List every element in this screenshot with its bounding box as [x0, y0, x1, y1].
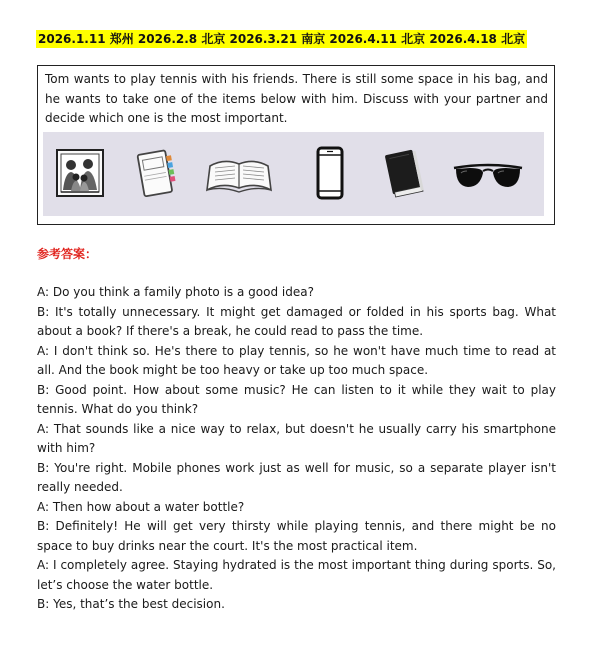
sunglasses-icon — [450, 146, 526, 202]
task-prompt: Tom wants to play tennis with his friends. There is still some space in his bag, and he wants to take one of the items below with him. Discuss with your partner and decide which one is the most important. — [45, 72, 548, 125]
items-strip — [43, 132, 544, 216]
dialogue — [37, 283, 556, 615]
notebook-icon — [131, 146, 183, 202]
dialogue-line: A: That sounds like a nice way to relax, but doesn't he usually carry his smartphone with him? — [37, 421, 556, 455]
dialogue-line: B: Definitely! He will get very thirsty while playing tennis, and there might be no space to buy drinks near the court. It's the most practical item. — [37, 519, 556, 553]
family-photo-icon — [54, 146, 106, 202]
dialogue-line: A: I don't think so. He's there to play tennis, so he won't have much time to read at all. And the book might be too heavy or take up too much space. — [37, 343, 556, 377]
dialogue-line: A: Then how about a water bottle? — [37, 499, 245, 514]
dialogue-line: B: You're right. Mobile phones work just as well for music, so a separate player isn't really needed. — [37, 460, 556, 494]
smartphone-icon — [304, 146, 356, 202]
dialogue-line: A: I completely agree. Staying hydrated is the most important thing during sports. So, let’s choose the water bottle. — [37, 558, 556, 592]
answer-label: 参考答案： — [37, 247, 98, 261]
task-box — [37, 65, 555, 225]
open-book-icon — [202, 146, 276, 202]
dialogue-line: B: Yes, that’s the best decision. — [37, 597, 225, 611]
dialogue-line: A: Do you think a family photo is a good idea? — [37, 285, 314, 299]
dialogue-line: B: Good point. How about some music? He can listen to it while they wait to play tennis. What do you think? — [37, 382, 556, 416]
dialogue-line: B: It's totally unnecessary. It might get damaged or folded in his sports bag. What about a book? If there's a break, he could read to pass the time. — [37, 304, 556, 338]
closed-book-icon — [377, 146, 429, 202]
header-dates-locations: 2026.1.11 郑州 2026.2.8 北京 2026.3.21 南京 2026.4.11 北京 2026.4.18 北京 — [38, 32, 526, 46]
